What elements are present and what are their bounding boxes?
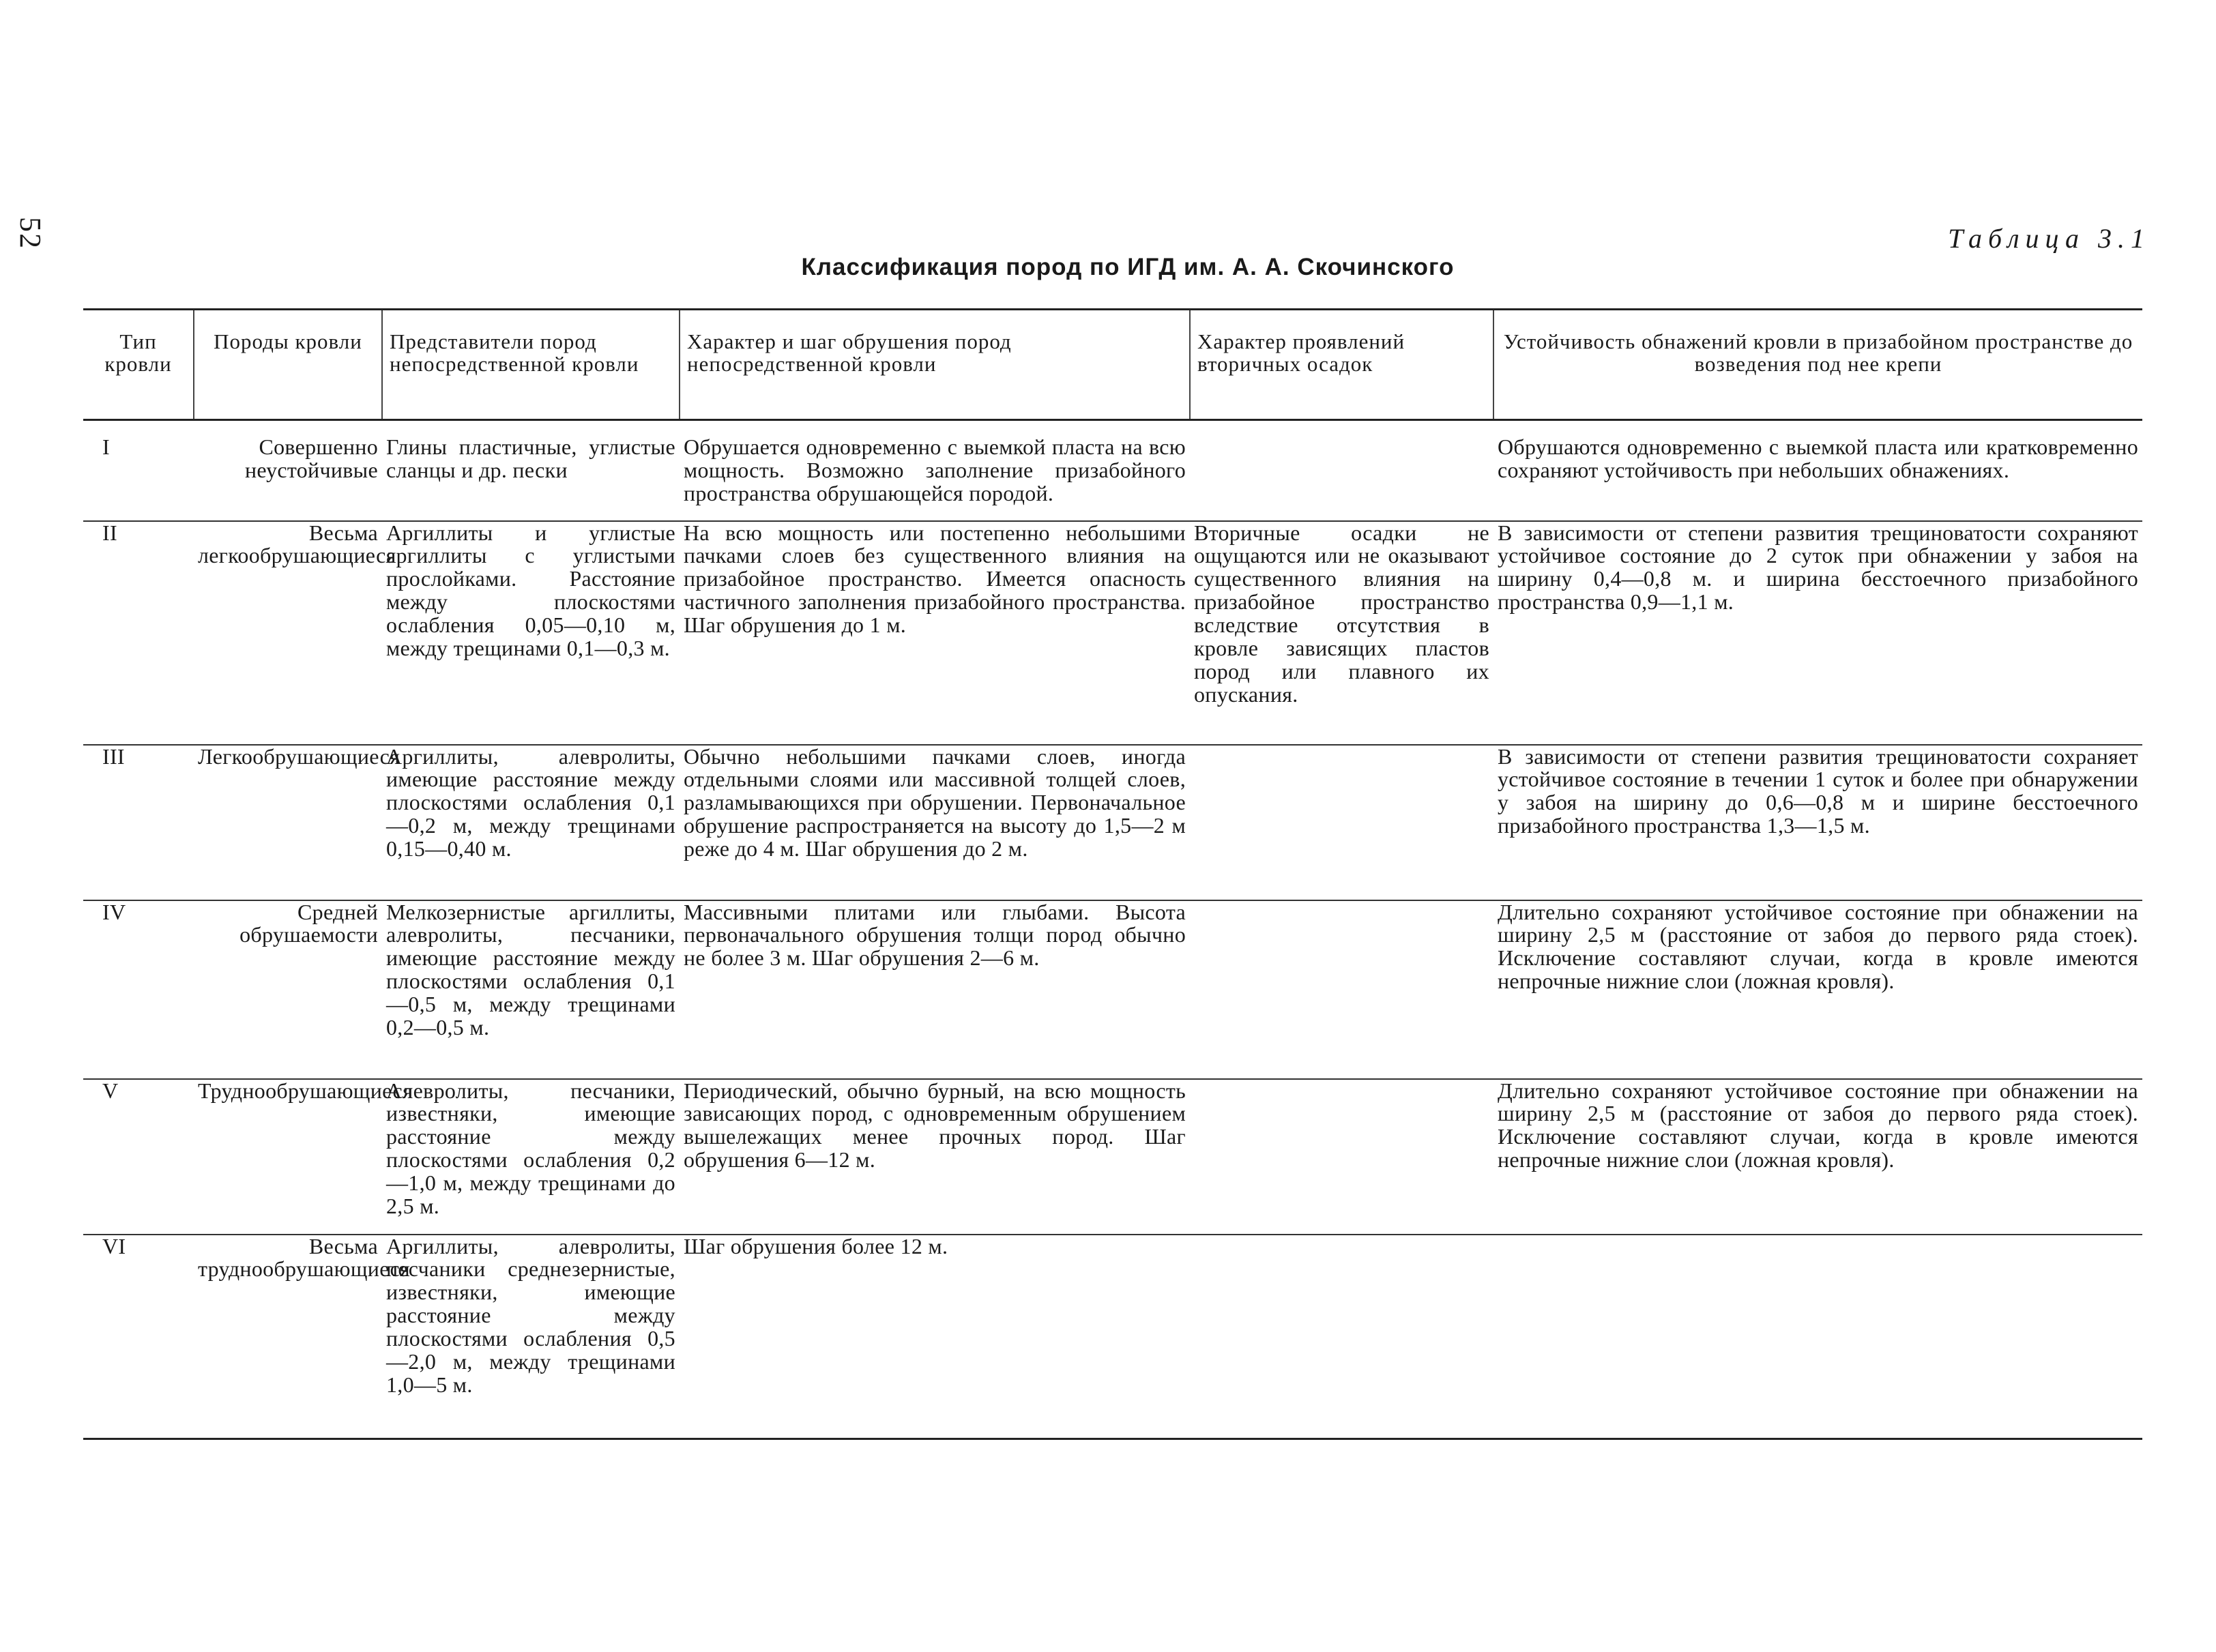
cell-rocks: Труднообрушающиеся (194, 1079, 382, 1235)
table-row (83, 745, 2142, 900)
cell-secondary (1190, 900, 1493, 1079)
cell-type: I (102, 434, 110, 459)
cell-rocks: Весьма труднообрушающиеся (194, 1235, 382, 1439)
cell-representatives: Глины пластичные, углистые сланцы и др. пески (386, 434, 675, 482)
cell-representatives: Алевролиты, песчаники, известняки, имеющие расстояние между плоскостями ослабления 0,2—1,0 м, между трещинами до 2,5 м. (382, 1079, 680, 1235)
cell-stability: Обрушаются одновременно с выемкой пласта или кратковременно сохраняют устойчивость при небольших обнажениях. (1498, 434, 2138, 482)
cell-character: Обычно небольшими пачками слоев, иногда отдельными слоями или массивной толщей слоев, разламывающихся при обрушении. Первоначальное обрушение распространяется на высоту до 1,5—2 м реже до 4 м. Шаг обрушения до 2 м. (680, 745, 1190, 900)
cell-secondary (1190, 1235, 1493, 1439)
cell-stability (1493, 1235, 2142, 1439)
cell-rocks: Совершенно неустойчивые (244, 434, 378, 482)
cell-secondary (1190, 420, 1493, 521)
cell-rocks: Средней обрушаемости (194, 900, 382, 1079)
cell-stability: В зависимости от степени развития трещиноватости сохраняют устойчивое состояние до 2 суток при обнажении у забоя на ширину 0,4—0,8 м. и ширина бесстоечного призабойного пространства 0,9—1,1 м. (1493, 521, 2142, 745)
cell-character: Шаг обрушения более 12 м. (680, 1235, 1190, 1439)
page-number: 52 (14, 217, 47, 250)
cell-character: Периодический, обычно бурный, на всю мощность зависающих пород, с одновременным обрушением вышележащих менее прочных пород. Шаг обрушения 6—12 м. (680, 1079, 1190, 1235)
header-rocks: Породы кровли (194, 310, 382, 420)
cell-stability: В зависимости от степени развития трещиноватости сохраняет устойчивое состояние в течении 1 суток и более при обнаружении у забоя на ширину до 0,6—0,8 м и ширине бесстоечного призабойного пространства 1,3—1,5 м. (1493, 745, 2142, 900)
cell-character: Массивными плитами или глыбами. Высота первоначального обрушения толщи пород обычно не более 3 м. Шаг обрушения 2—6 м. (680, 900, 1190, 1079)
cell-rocks: Весьма легкообрушающиеся (194, 521, 382, 745)
table-row (83, 900, 2142, 1079)
cell-representatives: Мелкозернистые аргиллиты, алевролиты, песчаники, имеющие расстояние между плоскостями ослабления 0,1—0,5 м, между трещинами 0,2—0,5 м. (382, 900, 680, 1079)
classification-table (83, 308, 2142, 1440)
cell-rocks: Легкообрушающиеся (194, 745, 382, 900)
cell-representatives: Аргиллиты и углистые аргиллиты с углистыми прослойками. Расстояние между плоскостями ослабления 0,05—0,10 м, между трещинами 0,1—0,3 м. (382, 521, 680, 745)
table-row (83, 1079, 2142, 1235)
cell-representatives: Аргиллиты, алевролиты, имеющие расстояние между плоскостями ослабления 0,1—0,2 м, между трещинами 0,15—0,40 м. (382, 745, 680, 900)
table-title (0, 254, 2216, 281)
cell-character: Обрушается одновременно с выемкой пласта на всю мощность. Возможно заполнение призабойного пространства обрушающейся породой. (684, 434, 1186, 505)
cell-secondary (1190, 745, 1493, 900)
table-title-text: Классификация пород по ИГД им. А. А. Скочинского (801, 254, 1455, 280)
cell-representatives: Аргиллиты, алевролиты, песчаники среднезернистые, известняки, имеющие расстояние между плоскостями ослабления 0,5—2,0 м, между трещинами 1,0—5 м. (382, 1235, 680, 1439)
table-row (83, 420, 2142, 521)
header-secondary: Характер проявлений вторичных осадок (1190, 310, 1493, 420)
cell-stability: Длительно сохраняют устойчивое состояние при обнажении на ширину 2,5 м (расстояние от забоя до первого ряда стоек). Исключение составляют случаи, когда в кровле имеются непрочные нижние слои (ложная кровля). (1493, 1079, 2142, 1235)
table-header-row (83, 310, 2142, 420)
cell-type: IV (83, 900, 194, 1079)
header-character: Характер и шаг обрушения пород непосредственной кровли (680, 310, 1190, 420)
header-representatives: Представители пород непосредственной кровли (382, 310, 680, 420)
header-type: Тип кровли (83, 310, 194, 420)
header-stability: Устойчивость обнажений кровли в призабойном пространстве до возведения под нее крепи (1493, 310, 2142, 420)
cell-type: III (83, 745, 194, 900)
cell-type: II (83, 521, 194, 745)
table-label: Таблица 3.1 (1948, 223, 2151, 254)
cell-character: На всю мощность или постепенно небольшими пачками слоев без существенного влияния на призабойное пространство. Имеется опасность частичного заполнения призабойного пространства. Шаг обрушения до 1 м. (680, 521, 1190, 745)
cell-secondary: Вторичные осадки не ощущаются или не оказывают существенного влияния на призабойное пространство вследствие отсутствия в кровле зависящих пластов пород или плавного их опускания. (1190, 521, 1493, 745)
cell-type: V (83, 1079, 194, 1235)
cell-secondary (1190, 1079, 1493, 1235)
cell-stability: Длительно сохраняют устойчивое состояние при обнажении на ширину 2,5 м (расстояние от забоя до первого ряда стоек). Исключение составляют случаи, когда в кровле имеются непрочные нижние слои (ложная кровля). (1493, 900, 2142, 1079)
cell-type: VI (83, 1235, 194, 1439)
table-row (83, 521, 2142, 745)
table-row (83, 1235, 2142, 1439)
